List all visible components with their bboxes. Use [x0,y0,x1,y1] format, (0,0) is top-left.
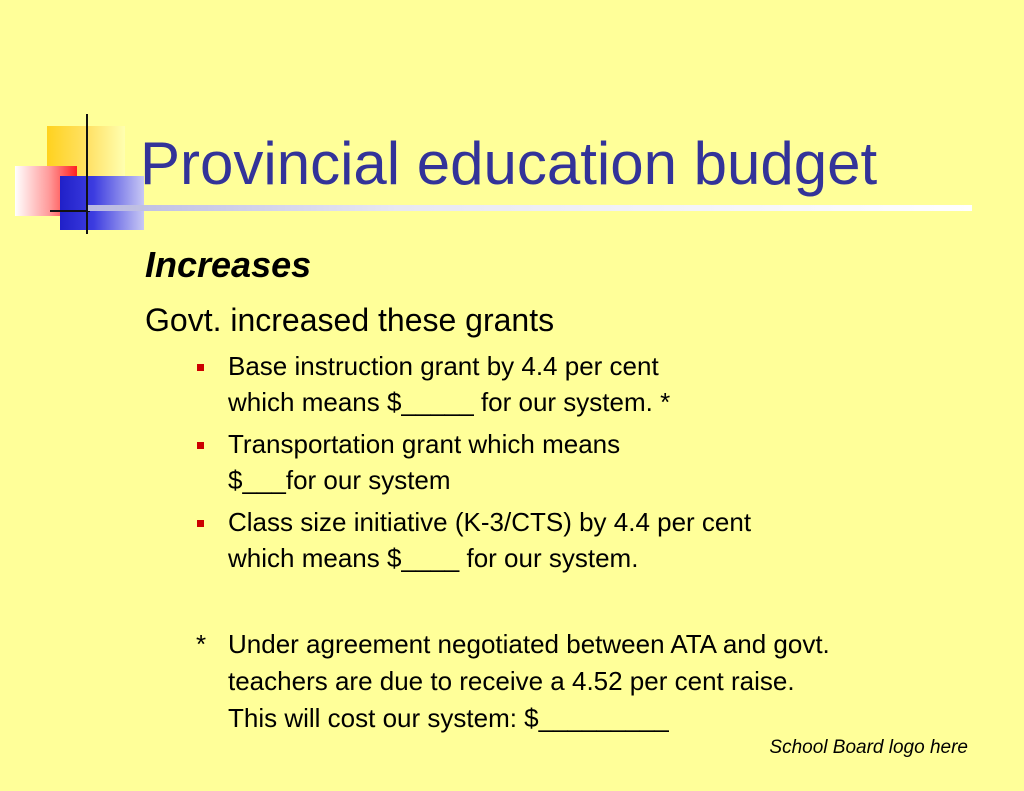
vertical-line-shape [86,114,88,234]
footnote-line: This will cost our system: $_________ [228,703,669,733]
section-heading: Increases [145,244,312,285]
bullet-line: Class size initiative (K-3/CTS) by 4.4 per cent [228,507,752,537]
subheading: Govt. increased these grants [145,302,555,338]
bullet-item [196,348,956,420]
bullet-line: Transportation grant which means [228,429,621,459]
bullet-item [196,504,956,576]
bullet-list [196,348,956,582]
bullet-line: which means $_____ for our system. * [228,387,671,417]
footnote-line: Under agreement negotiated between ATA and govt. [228,629,830,659]
bullet-line: which means $____ for our system. [228,543,639,573]
decorative-squares-graphic [0,0,150,240]
bullet-line: Base instruction grant by 4.4 per cent [228,351,659,381]
square-bullet-icon [197,364,204,371]
bullet-item [196,426,956,498]
blue-square-shape [60,176,144,230]
slide-title: Provincial education budget [140,130,878,197]
square-bullet-icon [197,442,204,449]
square-bullet-icon [197,520,204,527]
footnote-marker: * [196,629,207,659]
footnote [196,626,830,737]
title-underline-rule [88,205,972,211]
horizontal-line-shape [50,210,90,212]
footnote-line: teachers are due to receive a 4.52 per cent raise. [228,666,795,696]
logo-placeholder-text: School Board logo here [769,737,968,758]
bullet-line: $___for our system [228,465,451,495]
